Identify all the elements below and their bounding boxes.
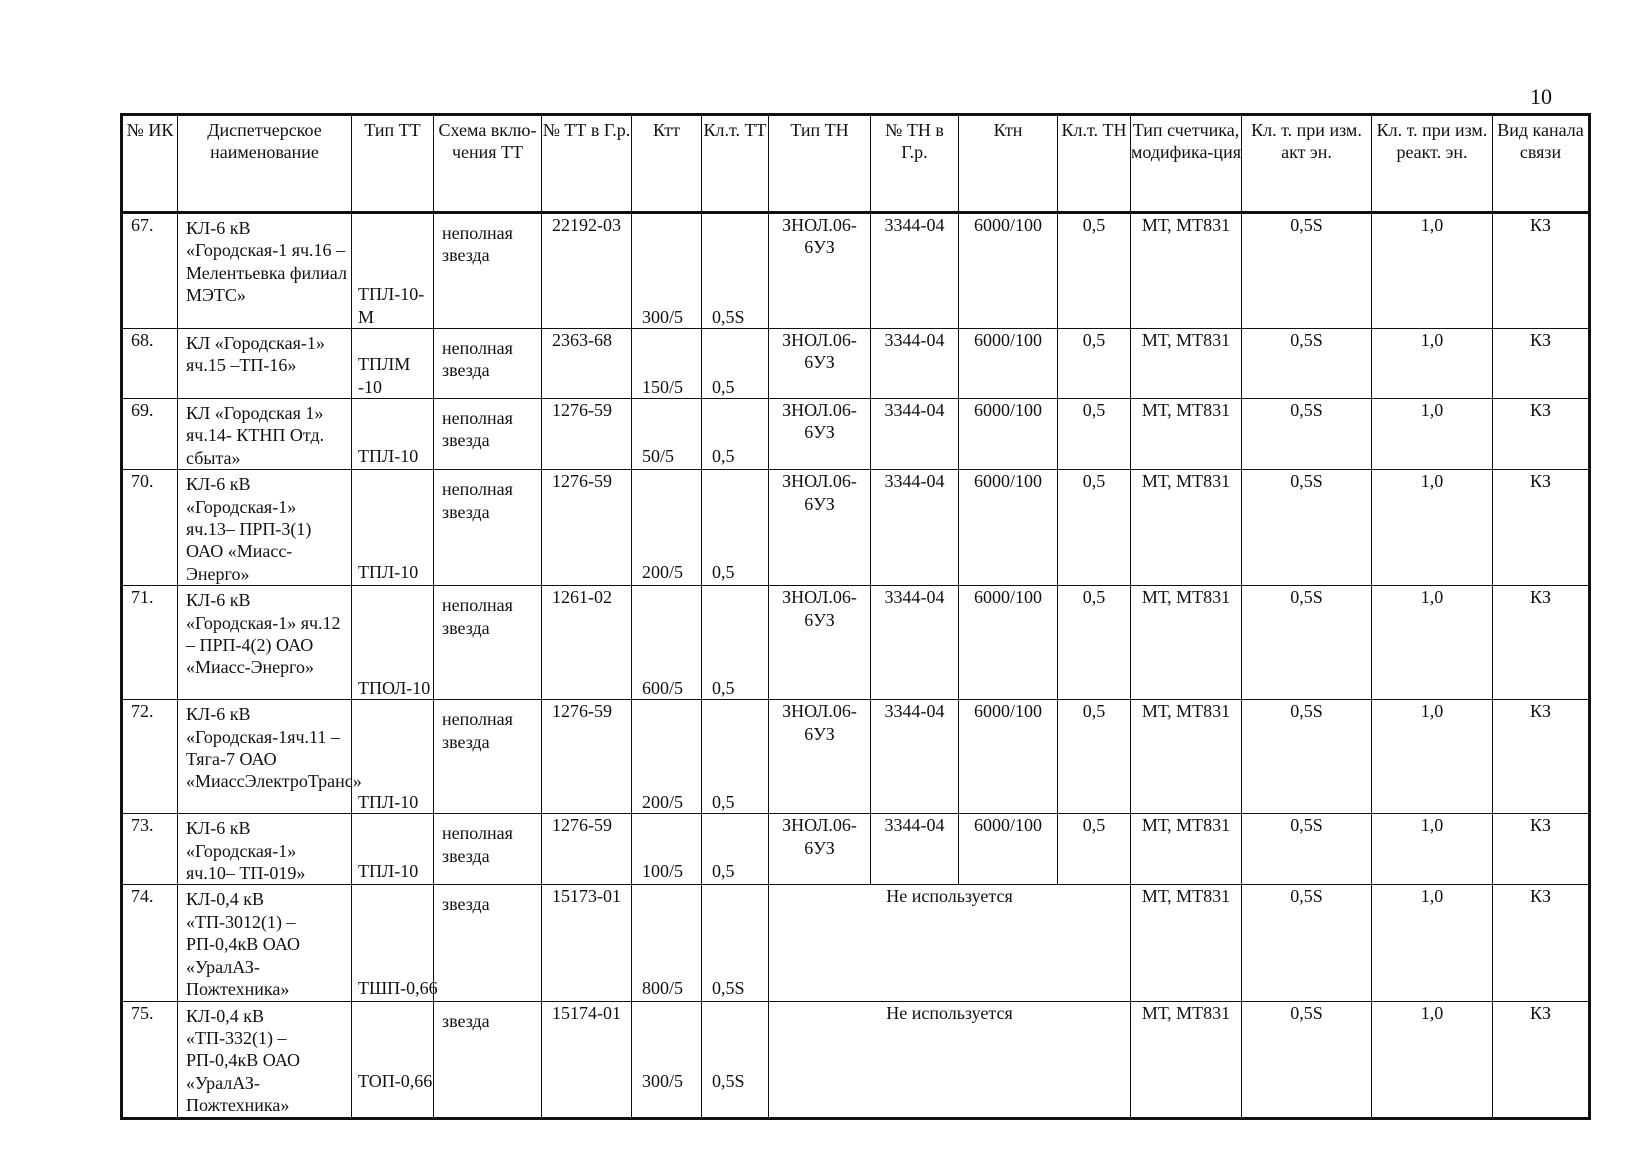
tt-registry-number: 15174-01 (542, 1001, 632, 1118)
ktn-value: 6000/100 (959, 814, 1058, 885)
header-cell: Ктт (632, 115, 702, 213)
table-row (122, 470, 1590, 586)
header-cell: Диспетчерское наименование (178, 115, 352, 213)
row-number: 67. (122, 213, 178, 329)
tt-type-text: ТОП-0,66 (358, 1071, 433, 1092)
tt-type (352, 399, 434, 470)
header-cell: Схема вклю-чения ТТ (434, 115, 542, 213)
tt-type (352, 700, 434, 814)
active-energy-class: 0,5S (1242, 885, 1372, 1001)
tt-scheme: неполная звезда (434, 814, 542, 885)
reactive-energy-class: 1,0 (1372, 814, 1493, 885)
reactive-energy-class: 1,0 (1372, 213, 1493, 329)
dispatch-name: КЛ «Городская-1» яч.15 –ТП-16» (178, 329, 352, 399)
tt-type (352, 213, 434, 329)
meter-type: МТ, МТ831 (1131, 814, 1242, 885)
meter-type: МТ, МТ831 (1131, 213, 1242, 329)
header-cell: Кл. т. при изм. акт эн. (1242, 115, 1372, 213)
header-cell: № ИК (122, 115, 178, 213)
row-number: 68. (122, 329, 178, 399)
tt-type (352, 586, 434, 700)
row-number: 71. (122, 586, 178, 700)
tt-type (352, 885, 438, 1001)
tt-class (702, 470, 769, 586)
tt-class-text: 0,5S (712, 1071, 745, 1092)
active-energy-class: 0,5S (1242, 470, 1372, 586)
tt-registry-number: 1276-59 (542, 399, 632, 470)
tt-type (352, 814, 434, 885)
reactive-energy-class: 1,0 (1372, 1001, 1493, 1118)
header-cell: Кл.т. ТН (1058, 115, 1131, 213)
page-number: 10 (1530, 84, 1552, 109)
reactive-energy-class: 1,0 (1372, 470, 1493, 586)
table-row (122, 329, 1590, 399)
tt-registry-number: 1276-59 (542, 470, 632, 586)
table-header-row (122, 115, 1590, 213)
header-cell: № ТТ в Г.р. (542, 115, 632, 213)
tt-registry-number: 1261-02 (542, 586, 632, 700)
header-cell: Тип ТН (769, 115, 871, 213)
ktt-value (632, 1001, 702, 1118)
tt-scheme: неполная звезда (434, 329, 542, 399)
communication-channel: КЗ (1493, 329, 1590, 399)
dispatch-name: КЛ-6 кВ «Городская-1яч.11 –Тяга-7 ОАО «МиассЭлектроТранс» (178, 700, 352, 814)
tn-type: ЗНОЛ.06-6УЗ (769, 814, 871, 885)
header-cell: № ТН в Г.р. (871, 115, 959, 213)
meter-type: МТ, МТ831 (1131, 700, 1242, 814)
reactive-energy-class: 1,0 (1372, 700, 1493, 814)
meter-type: МТ, МТ831 (1131, 1001, 1242, 1118)
tt-class (702, 700, 769, 814)
table-row (122, 1001, 1590, 1118)
ktn-value: 6000/100 (959, 399, 1058, 470)
meter-type: МТ, МТ831 (1131, 399, 1242, 470)
tt-scheme: неполная звезда (434, 700, 542, 814)
tn-registry-number: 3344-04 (871, 814, 959, 885)
communication-channel: КЗ (1493, 470, 1590, 586)
tt-class-text: 0,5 (712, 860, 735, 881)
tt-class-text: 0,5S (712, 306, 745, 327)
header-cell: Кл.т. ТТ (702, 115, 769, 213)
tn-class: 0,5 (1058, 700, 1131, 814)
dispatch-name: КЛ-0,4 кВ «ТП-332(1) – РП-0,4кВ ОАО «УралАЗ-Пожтехника» (178, 1001, 352, 1118)
reactive-energy-class: 1,0 (1372, 885, 1493, 1001)
ktt-text: 150/5 (642, 376, 684, 397)
active-energy-class: 0,5S (1242, 329, 1372, 399)
communication-channel: КЗ (1493, 213, 1590, 329)
tn-type: ЗНОЛ.06-6УЗ (769, 213, 871, 329)
active-energy-class: 0,5S (1242, 700, 1372, 814)
meter-type: МТ, МТ831 (1131, 470, 1242, 586)
tt-type-text: ТПЛ-10 (358, 860, 419, 881)
header-cell: Тип счетчика, модифика-ция (1131, 115, 1242, 213)
row-number: 73. (122, 814, 178, 885)
tn-class: 0,5 (1058, 329, 1131, 399)
tn-class: 0,5 (1058, 399, 1131, 470)
tt-class (702, 814, 769, 885)
ktn-value: 6000/100 (959, 213, 1058, 329)
tt-type (352, 1001, 434, 1118)
ktn-value: 6000/100 (959, 586, 1058, 700)
meter-type: МТ, МТ831 (1131, 885, 1242, 1001)
ktt-text: 200/5 (642, 791, 684, 812)
tt-class (702, 329, 769, 399)
tn-registry-number: 3344-04 (871, 213, 959, 329)
tn-type: ЗНОЛ.06-6УЗ (769, 329, 871, 399)
ktt-value (632, 885, 702, 1001)
tt-class (702, 399, 769, 470)
communication-channel: КЗ (1493, 1001, 1590, 1118)
tt-class (702, 586, 769, 700)
dispatch-name: КЛ-6 кВ «Городская-1» яч.10– ТП-019» (178, 814, 352, 885)
dispatch-name: КЛ «Городская 1» яч.14- КТНП Отд. сбыта» (178, 399, 352, 470)
tt-class-text: 0,5 (712, 677, 735, 698)
communication-channel: КЗ (1493, 885, 1590, 1001)
ktt-text: 50/5 (642, 445, 675, 466)
tn-type: ЗНОЛ.06-6УЗ (769, 399, 871, 470)
tt-class-text: 0,5 (712, 561, 735, 582)
tt-class-text: 0,5 (712, 376, 735, 397)
tn-class: 0,5 (1058, 586, 1131, 700)
header-cell: Ктн (959, 115, 1058, 213)
tt-class (702, 213, 769, 329)
tt-registry-number: 1276-59 (542, 814, 632, 885)
tt-scheme: неполная звезда (434, 213, 542, 329)
tt-type-text: ТШП-0,66 (358, 978, 438, 999)
dispatch-name: КЛ-6 кВ «Городская-1» яч.12 – ПРП-4(2) ОАО «Миасс-Энерго» (178, 586, 352, 700)
tn-type: ЗНОЛ.06-6УЗ (769, 586, 871, 700)
tn-type: ЗНОЛ.06-6УЗ (769, 470, 871, 586)
ktt-text: 100/5 (642, 860, 684, 881)
row-number: 75. (122, 1001, 178, 1118)
ktt-text: 200/5 (642, 561, 684, 582)
table-row (122, 213, 1590, 329)
tn-unused: Не используется (769, 885, 1131, 1001)
tn-unused: Не используется (769, 1001, 1131, 1118)
ktt-value (632, 213, 702, 329)
ktn-value: 6000/100 (959, 700, 1058, 814)
communication-channel: КЗ (1493, 399, 1590, 470)
tt-type-text: ТПОЛ-10 (358, 677, 431, 698)
active-energy-class: 0,5S (1242, 399, 1372, 470)
tt-type-text: ТПЛМ -10 (358, 354, 411, 397)
tn-registry-number: 3344-04 (871, 700, 959, 814)
ktt-value (632, 329, 702, 399)
tt-scheme: неполная звезда (434, 470, 542, 586)
active-energy-class: 0,5S (1242, 586, 1372, 700)
ktt-value (632, 470, 702, 586)
table-row (122, 399, 1590, 470)
dispatch-name: КЛ-6 кВ «Городская-1» яч.13– ПРП-3(1) ОАО «Миасс-Энерго» (178, 470, 352, 586)
ktn-value: 6000/100 (959, 329, 1058, 399)
ktt-text: 300/5 (642, 1071, 684, 1092)
ktt-value (632, 586, 702, 700)
tt-type-text: ТПЛ-10-М (358, 284, 425, 327)
reactive-energy-class: 1,0 (1372, 586, 1493, 700)
tt-class (702, 885, 769, 1001)
tn-registry-number: 3344-04 (871, 329, 959, 399)
row-number: 70. (122, 470, 178, 586)
table-row (122, 885, 1590, 1001)
row-number: 74. (122, 885, 178, 1001)
communication-channel: КЗ (1493, 700, 1590, 814)
active-energy-class: 0,5S (1242, 1001, 1372, 1118)
tt-type (352, 329, 434, 399)
tt-registry-number: 15173-01 (542, 885, 632, 1001)
tt-scheme: неполная звезда (434, 399, 542, 470)
tn-type: ЗНОЛ.06-6УЗ (769, 700, 871, 814)
ktt-value (632, 814, 702, 885)
row-number: 69. (122, 399, 178, 470)
ktt-value (632, 399, 702, 470)
header-cell: Вид канала связи (1493, 115, 1590, 213)
tt-registry-number: 2363-68 (542, 329, 632, 399)
ktt-text: 300/5 (642, 306, 684, 327)
tn-class: 0,5 (1058, 213, 1131, 329)
ktt-text: 600/5 (642, 677, 684, 698)
dispatch-name: КЛ-0,4 кВ «ТП-3012(1) – РП-0,4кВ ОАО «УралАЗ-Пожтехника» (178, 885, 352, 1001)
metering-table (120, 113, 1591, 1120)
tt-type-text: ТПЛ-10 (358, 791, 419, 812)
active-energy-class: 0,5S (1242, 814, 1372, 885)
tt-scheme: звезда (434, 885, 542, 1001)
tt-type-text: ТПЛ-10 (358, 445, 419, 466)
tt-class-text: 0,5 (712, 445, 735, 466)
active-energy-class: 0,5S (1242, 213, 1372, 329)
ktt-value (632, 700, 702, 814)
tt-scheme: неполная звезда (434, 586, 542, 700)
tn-registry-number: 3344-04 (871, 586, 959, 700)
tt-scheme: звезда (434, 1001, 542, 1118)
dispatch-name: КЛ-6 кВ «Городская-1 яч.16 – Мелентьевка филиал МЭТС» (178, 213, 352, 329)
tn-class: 0,5 (1058, 814, 1131, 885)
tt-type (352, 470, 434, 586)
meter-type: МТ, МТ831 (1131, 329, 1242, 399)
communication-channel: КЗ (1493, 586, 1590, 700)
tn-registry-number: 3344-04 (871, 399, 959, 470)
ktt-text: 800/5 (642, 978, 684, 999)
row-number: 72. (122, 700, 178, 814)
reactive-energy-class: 1,0 (1372, 329, 1493, 399)
table-row (122, 700, 1590, 814)
header-cell: Кл. т. при изм. реакт. эн. (1372, 115, 1493, 213)
tn-class: 0,5 (1058, 470, 1131, 586)
table-row (122, 814, 1590, 885)
table-row (122, 586, 1590, 700)
ktn-value: 6000/100 (959, 470, 1058, 586)
tt-registry-number: 1276-59 (542, 700, 632, 814)
meter-type: МТ, МТ831 (1131, 586, 1242, 700)
tt-registry-number: 22192-03 (542, 213, 632, 329)
tt-class-text: 0,5 (712, 791, 735, 812)
header-cell: Тип ТТ (352, 115, 434, 213)
tn-registry-number: 3344-04 (871, 470, 959, 586)
reactive-energy-class: 1,0 (1372, 399, 1493, 470)
communication-channel: КЗ (1493, 814, 1590, 885)
tt-type-text: ТПЛ-10 (358, 561, 419, 582)
tt-class (702, 1001, 769, 1118)
tt-class-text: 0,5S (712, 978, 745, 999)
